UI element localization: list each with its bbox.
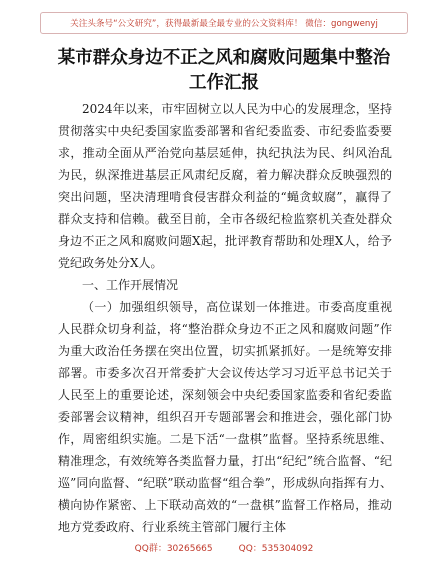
promo-banner xyxy=(40,12,408,34)
section-heading: 一、工作开展情况 xyxy=(82,278,179,292)
body-paragraph: （一）加强组织领导，高位谋划一体推进。市委高度重视人民群众切身利益，将“整治群众身边不正之风和腐败问题”作为重大政治任务摆在突出位置，切实抓紧抓好。一是统筹安排部署。市委多次召开常委扩大会议传达学习习近平总书记关于人民至上的重要论述，深刻领会中央纪委国家监委和省纪委监委部署会议精神，组织召开专题部署会和推进会，强化部门协作，周密组织实施。二是下活“一盘棋”监督。坚持系统思维、精准理念，有效统筹各类监督力量，打出“纪纪”统合监督、“纪巡”同向监督、“纪联”联动监督“组合拳”，形成纵向指挥有力、横向协作紧密、上下联动高效的“一盘棋”监督工作格局，推动地方党委政府、行业系统主管部门履行主体 xyxy=(58,300,392,534)
promo-banner-text: 关注头条号“公文研究”，获得最新最全最专业的公文资料库！ 微信：gongwenyj xyxy=(70,19,378,29)
document-body xyxy=(58,98,392,538)
qq-group: QQ群：30265665 xyxy=(134,544,213,554)
intro-paragraph: 2024年以来，市牢固树立以人民为中心的发展理念，坚持贯彻落实中央纪委国家监委部署和省纪委监委、市纪委监委要求，推动全面从严治党向基层延伸，执纪执法为民、纠风治乱为民，纵深推进基层正风肃纪反腐，着力解决群众反映强烈的突出问题，坚决清理啃食侵害群众利益的“蝇贪蚁腐”，赢得了群众支持和信赖。截至目前，全市各级纪检监察机关查处群众身边不正之风和腐败问题X起，批评教育帮助和处理X人，给予党纪政务处分X人。 xyxy=(58,102,392,270)
document-title: 某市群众身边不正之风和腐败问题集中整治工作汇报 xyxy=(57,48,391,93)
qq-contact: QQ：535304092 xyxy=(238,544,314,554)
contact-footer xyxy=(0,541,448,554)
